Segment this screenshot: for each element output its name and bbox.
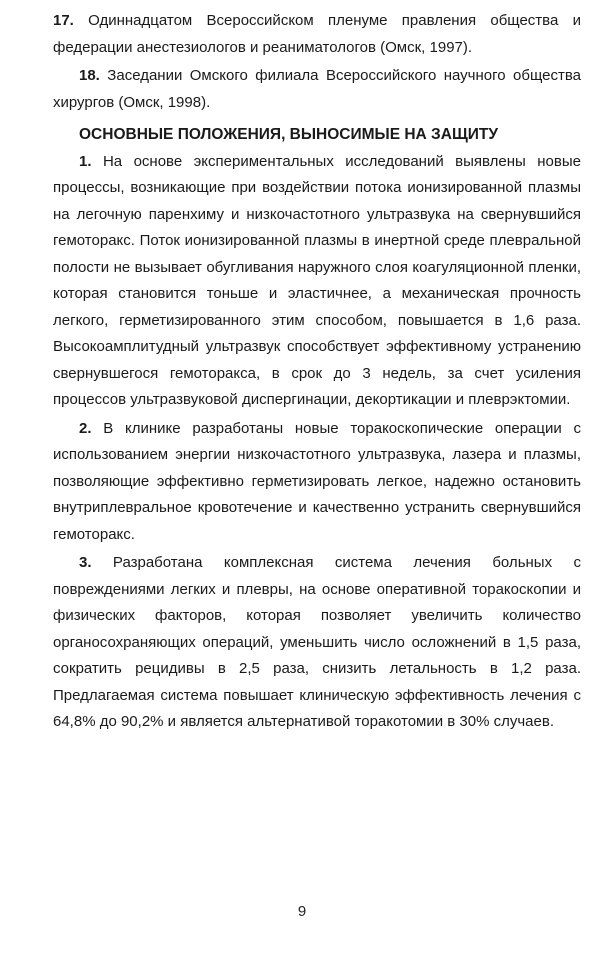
point-2 [53, 416, 581, 549]
point-text: На основе экспериментальных исследований выявлены новые процессы, возникающие при воздействии потока ионизированной плазмы на легочную паренхиму и низкочастотного ультразвука на свернувшийся гемоторакс. Поток ионизированной плазмы в инертной среде плевральной полости не вызывает обугливания наружного слоя коагуляционной пленки, которая становится тоньше и эластичнее, а механическая прочность легкого, герметизированного этим способом, повышается в 1,6 раза. Высокоамплитудный ультразвук способствует эффективному устранению свернувшегося гемоторакса, в срок до 3 недель, за счет усиления процессов ультразвуковой диспергинации, декортикации и плеврэктомии. [53, 152, 581, 408]
list-item-number: 17. [53, 12, 74, 29]
list-item-text: Заседании Омского филиала Всероссийского научного общества хирургов (Омск, 1998). [53, 67, 581, 111]
point-1 [53, 149, 581, 414]
point-number: 1. [79, 152, 92, 170]
list-item-number: 18. [79, 67, 100, 84]
section-heading: ОСНОВНЫЕ ПОЛОЖЕНИЯ, ВЫНОСИМЫЕ НА ЗАЩИТУ [79, 126, 499, 143]
page-number: 9 [297, 903, 307, 920]
point-text: В клинике разработаны новые торакоскопические операции с использованием энергии низкочастотного ультразвука, лазера и плазмы, позволяющие эффективно герметизировать легкое, надежно остановить внутриплевральное кровотечение и качественно устранить свернувшийся гемоторакс. [53, 419, 581, 543]
page-content [53, 8, 581, 736]
point-3 [53, 550, 581, 736]
point-number: 2. [79, 419, 92, 437]
point-number: 3. [79, 554, 92, 571]
point-text: Разработана комплексная система лечения больных с повреждениями легких и плевры, на основе оперативной торакоскопии и физических факторов, которая позволяет увеличить количество органосохраняющих операций, уменьшить число осложнений в 1,5 раза, сократить рецидивы в 2,5 раза, снизить летальность в 1,2 раза. Предлагаемая система повышает клиническую эффективность лечения с 64,8% до 90,2% и является альтернативой торакотомии в 30% случаев. [53, 554, 581, 730]
list-item-18 [53, 63, 581, 116]
list-item-17 [53, 8, 581, 61]
list-item-text: Одиннадцатом Всероссийском пленуме правления общества и федерации анестезиологов и реаниматологов (Омск, 1997). [53, 12, 581, 56]
